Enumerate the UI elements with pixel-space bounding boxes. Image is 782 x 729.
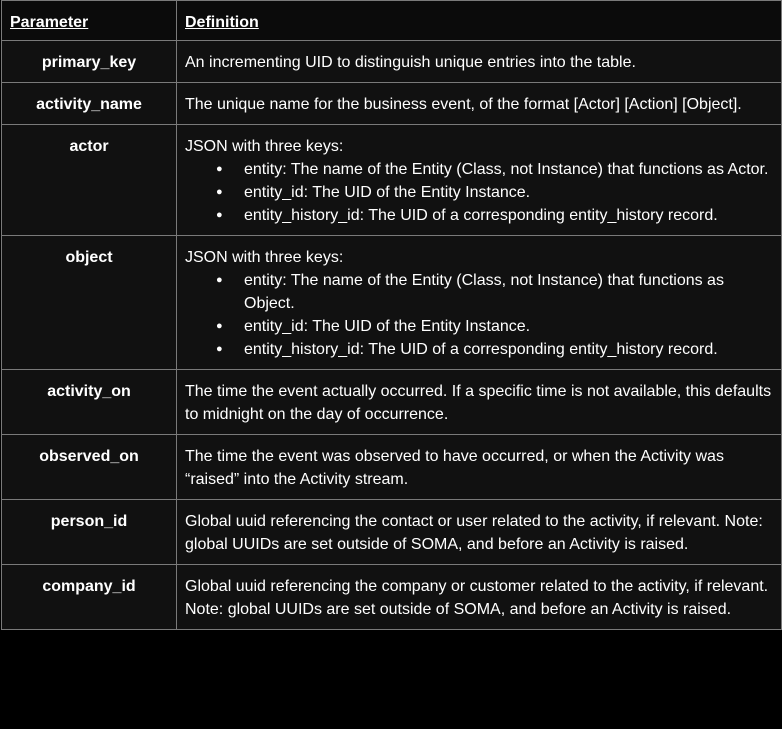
parameter-name: object (2, 236, 177, 370)
json-key-list (185, 158, 773, 227)
list-item: ● entity_history_id: The UID of a corresponding entity_history record. (243, 204, 773, 227)
table-row (2, 83, 782, 125)
definition-intro: JSON with three keys: (185, 138, 344, 155)
parameter-name: company_id (2, 565, 177, 630)
parameter-name: observed_on (2, 435, 177, 500)
definition-intro: JSON with three keys: (185, 249, 344, 266)
parameter-definition: Global uuid referencing the company or customer related to the activity, if relevant. Note: global UUIDs are set outside of SOMA, and before an Activity is raised. (177, 565, 782, 630)
parameter-table (1, 0, 782, 630)
parameter-name: actor (2, 125, 177, 236)
table-row (2, 565, 782, 630)
table-row (2, 236, 782, 370)
parameter-definition: The unique name for the business event, of the format [Actor] [Action] [Object]. (177, 83, 782, 125)
list-item: ● entity: The name of the Entity (Class, not Instance) that functions as Object. (243, 269, 773, 315)
table-row (2, 500, 782, 565)
parameter-definition (177, 125, 782, 236)
parameter-definition: Global uuid referencing the contact or user related to the activity, if relevant. Note: global UUIDs are set outside of SOMA, and before an Activity is raised. (177, 500, 782, 565)
table-row (2, 370, 782, 435)
parameter-name: activity_on (2, 370, 177, 435)
parameter-definition: An incrementing UID to distinguish unique entries into the table. (177, 41, 782, 83)
table-row (2, 125, 782, 236)
parameter-name: person_id (2, 500, 177, 565)
list-item: ● entity: The name of the Entity (Class, not Instance) that functions as Actor. (243, 158, 773, 181)
list-item: ● entity_id: The UID of the Entity Instance. (243, 315, 773, 338)
parameter-definition (177, 236, 782, 370)
list-item: ● entity_id: The UID of the Entity Instance. (243, 181, 773, 204)
list-item: ● entity_history_id: The UID of a corresponding entity_history record. (243, 338, 773, 361)
header-definition: Definition (177, 1, 782, 41)
header-parameter: Parameter (2, 1, 177, 41)
table-header-row (2, 1, 782, 41)
table-row (2, 41, 782, 83)
parameter-definition: The time the event actually occurred. If a specific time is not available, this defaults to midnight on the day of occurrence. (177, 370, 782, 435)
parameter-name: primary_key (2, 41, 177, 83)
parameter-definition: The time the event was observed to have occurred, or when the Activity was “raised” into the Activity stream. (177, 435, 782, 500)
table-row (2, 435, 782, 500)
json-key-list (185, 269, 773, 361)
parameter-name: activity_name (2, 83, 177, 125)
